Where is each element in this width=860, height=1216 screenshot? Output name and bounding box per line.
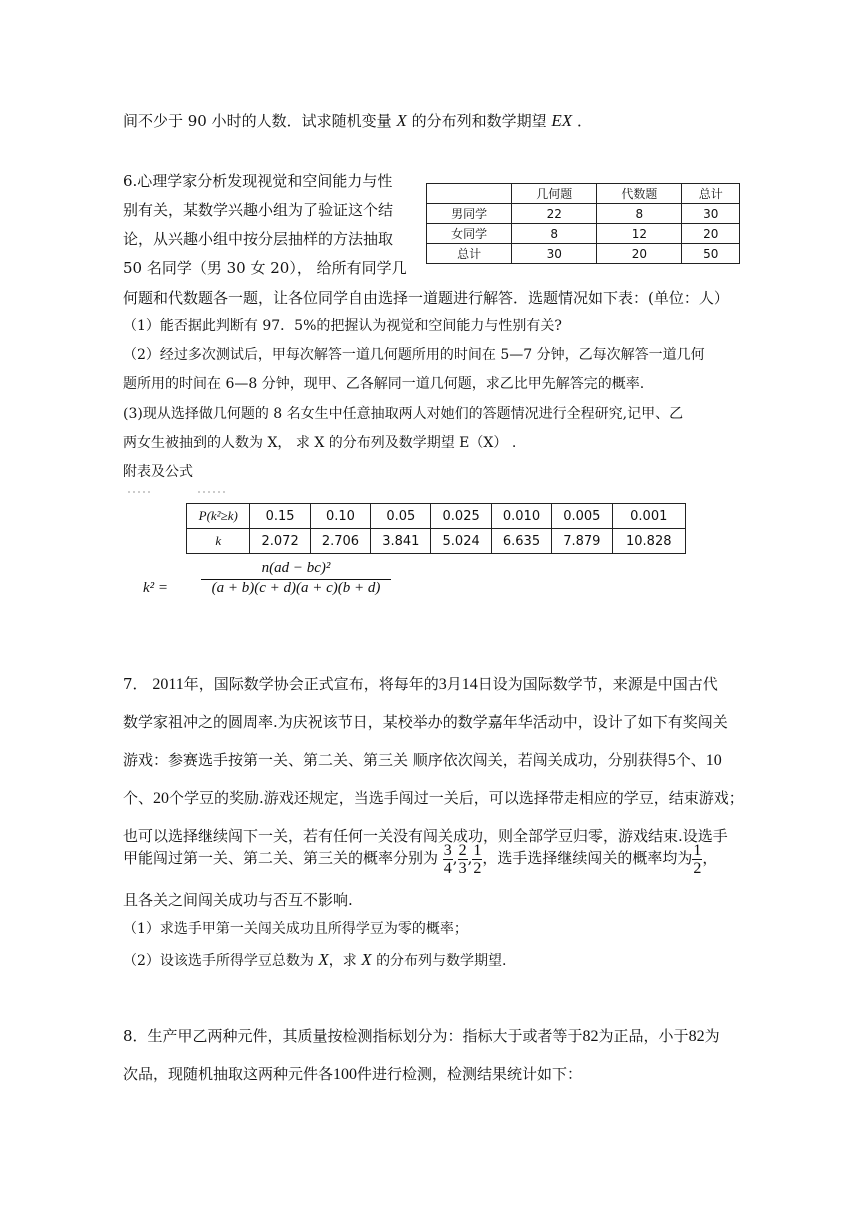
text-segment: 间不少于 90 小时的人数．试求随机变量 [123,112,392,130]
table-cell [427,184,512,204]
fraction-denominator: 4 [443,859,452,877]
fraction-numerator: 2 [458,841,467,859]
text-segment: 7． [123,675,148,693]
fraction-denominator: 3 [458,859,467,877]
table-cell: 12 [597,224,682,244]
table-cell: 0.025 [431,504,491,529]
formula-fraction [201,560,391,597]
number: 10 [705,752,722,769]
q8-line-1 [123,1026,720,1047]
q7-line-7: 且各关之间闯关成功与否互不影响. [123,891,353,909]
fraction-denominator: 2 [693,859,702,877]
formula-denominator: (a + b)(c + d)(a + c)(b + d) [211,580,381,596]
table-cell: 6.635 [491,529,551,554]
table-cell: 50 [682,244,740,264]
text-segment: 日设为国际数学节，来源是中国古代 [477,675,718,693]
table-cell: 女同学 [427,224,512,244]
q7-part-1: （1）求选手甲第一关闯关成功且所得学豆为零的概率； [123,921,468,937]
table-cell: 2.706 [310,529,370,554]
number: 14 [461,676,478,693]
number: 82 [688,1028,705,1045]
text-segment: 游戏：参赛选手按第一关、第二关、第三关 顺序依次闯关，若闯关成功，分别获得 [123,751,668,769]
table-row [427,244,740,264]
table-cell: 30 [512,244,597,264]
comma: , [467,849,473,867]
text-segment: 甲能闯过第一关、第二关、第三关的概率分别为 [123,849,439,867]
number: 3 [438,676,447,693]
table-cell: 总计 [427,244,512,264]
comma: , [452,849,458,867]
q6-part-1: （1）能否据此判断有 97．5%的把握认为视觉和空间能力与性别有关? [123,318,562,334]
q7-line-3 [123,750,722,771]
variable-x: X [318,950,329,969]
q7-line-1 [123,674,718,695]
q7-part-2 [123,950,507,971]
q8-line-2 [123,1064,582,1085]
fraction [692,842,702,877]
table-cell: 0.05 [371,504,431,529]
intro-line [123,111,592,131]
critical-value-table [186,503,686,554]
table-cell: 22 [512,204,597,224]
formula-numerator: n(ad − bc)² [201,560,391,580]
table-cell: 5.024 [431,529,491,554]
q6-line-5: 何题和代数题各一题，让各位同学自由选择一道题进行解答．选题情况如下表：(单位：人） [123,289,729,307]
scan-artifact [128,488,228,494]
table-cell: 3.841 [371,529,431,554]
table-cell: P(k²≥k) [187,504,250,529]
table-row [427,204,740,224]
fraction [443,842,453,877]
variable-x: X [361,950,372,969]
text-segment: ， [702,849,718,867]
table-cell: 20 [682,224,740,244]
fraction [458,842,468,877]
table-cell: 30 [682,204,740,224]
table-header-row [427,184,740,204]
fraction [472,842,482,877]
table-cell: 0.010 [491,504,551,529]
text-segment: 月 [446,675,462,693]
number: 20 [153,790,170,807]
q7-line-5: 也可以选择继续闯下一关，若有任何一关没有闯关成功，则全部学豆归零，游戏结束.设选手 [123,827,728,845]
table-cell: 2.072 [250,529,310,554]
variable-x: X [396,111,407,130]
table-cell: 8 [597,204,682,224]
q6-line-3: 论，从兴趣小组中按分层抽样的方法抽取 [123,230,394,248]
table-cell: 7.879 [552,529,612,554]
table-cell: 10.828 [612,529,686,554]
q7-line-6 [123,840,717,877]
selection-table [426,183,740,264]
number: 2011 [152,676,184,693]
text-segment: 8．生产甲乙两种元件，其质量按检测指标划分为：指标大于或者等于 [123,1027,583,1045]
text-segment: 的分布列与数学期望. [376,953,507,969]
text-segment: 为 [704,1027,720,1045]
q6-part-2b: 题所用的时间在 6—8 分钟，现甲、乙各解同一道几何题，求乙比甲先解答完的概率. [123,376,645,392]
table-cell: 0.001 [612,504,686,529]
formula-lhs: k² = [143,580,169,596]
q6-line-2: 别有关，某数学兴趣小组为了验证这个结 [123,201,394,219]
table-cell: 0.10 [310,504,370,529]
table-cell: 总计 [682,184,740,204]
text-segment: ． [576,112,592,130]
q6-line-1: 6.心理学家分析发现视觉和空间能力与性 [123,172,393,190]
variable-ex: EX [551,111,573,130]
text-segment: 个、 [675,751,706,769]
text-segment: 年，国际数学协会正式宣布，将每年的 [183,675,439,693]
fraction-denominator: 2 [473,859,482,877]
table-row [187,504,686,529]
q6-line-4: 50 名同学（男 30 女 20）， 给所有同学几 [123,259,407,277]
number: 5 [667,752,676,769]
table-cell: 男同学 [427,204,512,224]
text-segment: 个、 [123,789,154,807]
number: 82 [582,1028,599,1045]
q6-part-3b: 两女生被抽到的人数为 X， 求 X 的分布列及数学期望 E（X） . [123,435,517,451]
text-segment: 件进行检测，检测结果统计如下： [357,1065,583,1083]
table-row [427,224,740,244]
text-segment: 的分布列和数学期望 [411,112,547,130]
table-cell: 几何题 [512,184,597,204]
table-cell: k [187,529,250,554]
appendix-label: 附表及公式 [123,464,193,480]
text-segment: 次品，现随机抽取这两种元件各 [123,1065,334,1083]
q7-line-4 [123,788,744,809]
text-segment: （2）设该选手所得学豆总数为 [123,953,314,969]
text-segment: ，选手选择继续闯关的概率均为 [482,849,693,867]
table-cell: 8 [512,224,597,244]
q6-part-3a: (3)现从选择做几何题的 8 名女生中任意抽取两人对她们的答题情况进行全程研究,记甲、乙 [123,406,684,422]
q6-part-2a: （2）经过多次测试后，甲每次解答一道几何题所用的时间在 5—7 分钟，乙每次解答一道几何 [123,347,705,363]
fraction-numerator: 1 [693,841,702,859]
table-cell: 0.005 [552,504,612,529]
number: 100 [333,1066,358,1083]
fraction-numerator: 1 [473,841,482,859]
table-cell: 20 [597,244,682,264]
q7-line-2: 数学家祖冲之的圆周率.为庆祝该节日，某校举办的数学嘉年华活动中，设计了如下有奖闯关 [123,713,728,731]
fraction-numerator: 3 [443,841,452,859]
table-cell: 0.15 [250,504,310,529]
table-cell: 代数题 [597,184,682,204]
text-segment: 个学豆的奖励.游戏还规定，当选手闯过一关后，可以选择带走相应的学豆，结束游戏； [169,789,744,807]
table-row [187,529,686,554]
text-segment: ，求 [328,953,357,969]
text-segment: 为正品，小于 [598,1027,689,1045]
